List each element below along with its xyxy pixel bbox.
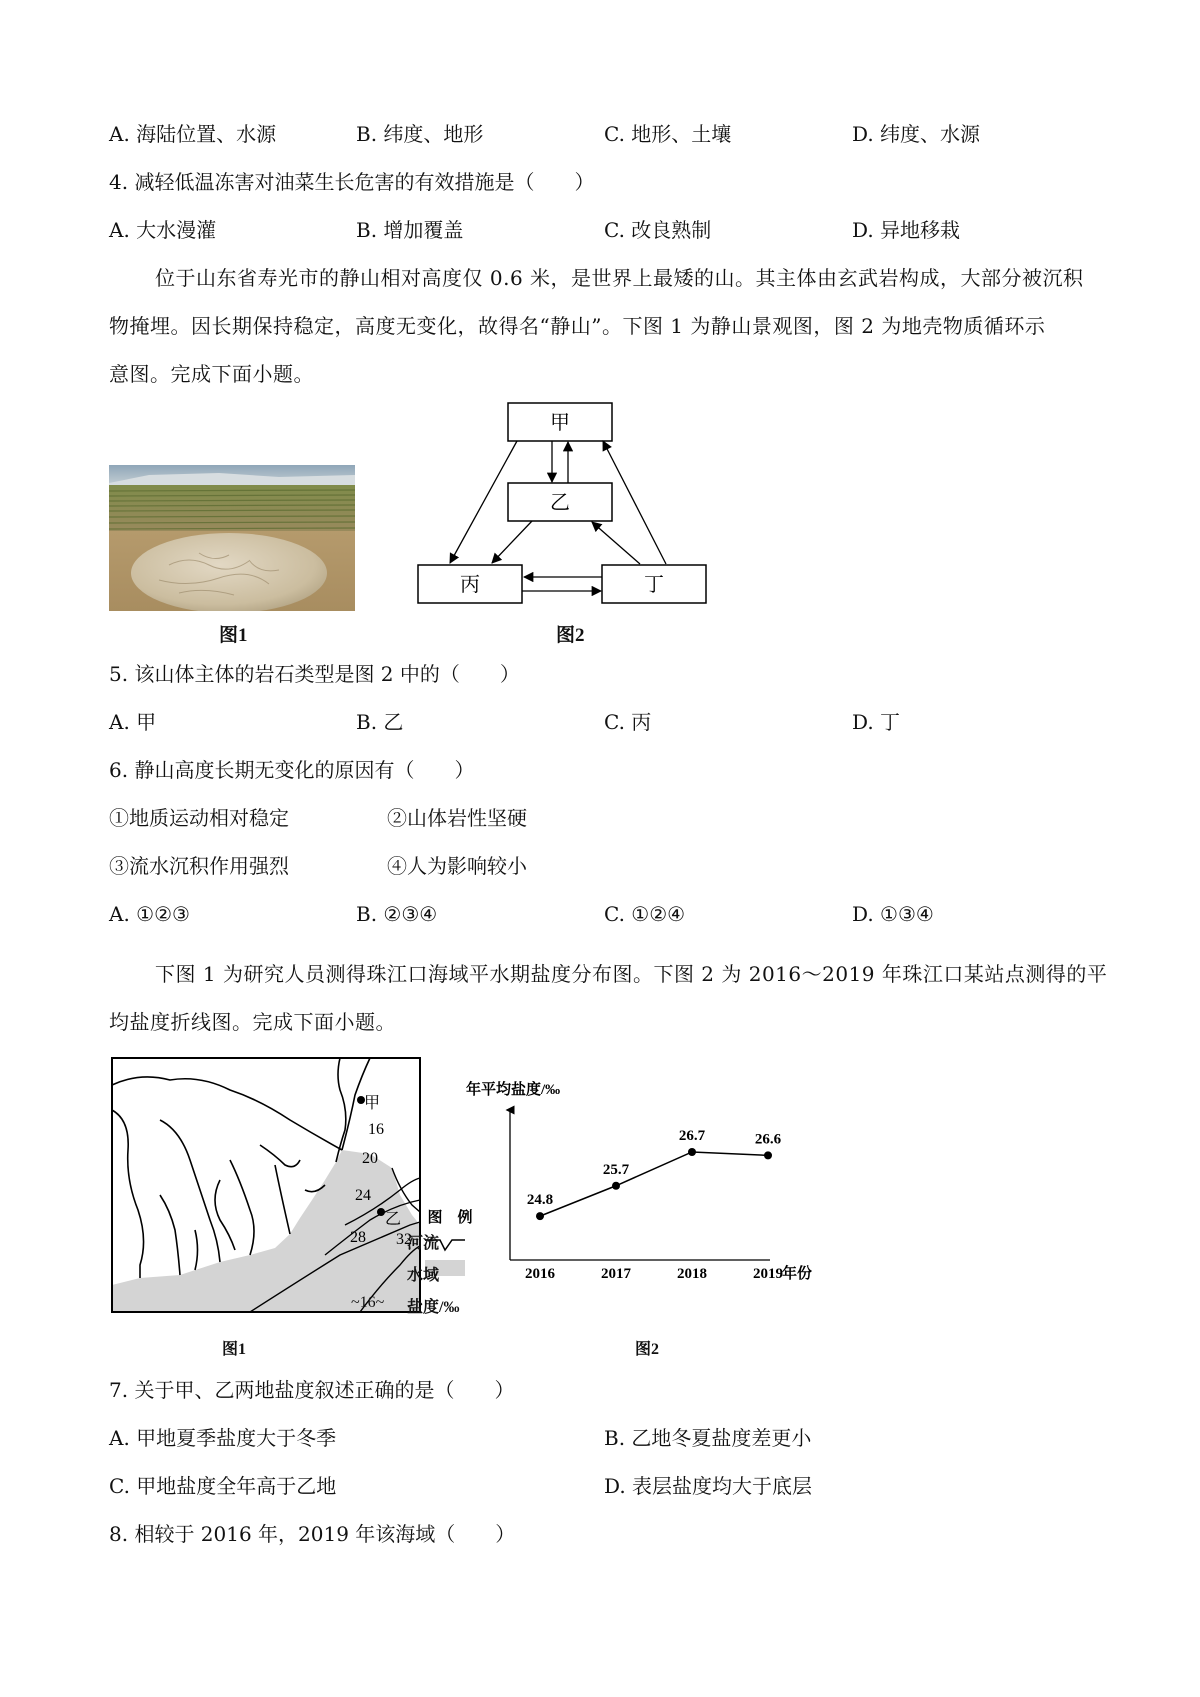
data-label: 26.6 — [754, 1131, 782, 1148]
x-tick-label: 2018 — [677, 1266, 707, 1282]
box-ding: 丁 — [644, 574, 664, 596]
option-c: C. 甲地盐度全年高于乙地 — [109, 1474, 337, 1498]
option-c: C. ①②④ — [604, 902, 686, 926]
figure-1-caption: 图1 — [219, 625, 248, 646]
data-label: 26.7 — [678, 1128, 706, 1144]
isoline-label: 24 — [355, 1187, 371, 1204]
option-c: C. 丙 — [604, 710, 652, 734]
figure-2-caption: 图2 — [556, 625, 585, 646]
chart-caption: 图2 — [635, 1341, 660, 1358]
point-yi-dot — [377, 1208, 385, 1216]
data-point — [536, 1212, 544, 1220]
option-a: A. 甲 — [109, 710, 157, 734]
question-8-stem: 8. 相较于 2016 年，2019 年该海域（ ） — [109, 1522, 516, 1546]
isoline-label: 28 — [350, 1229, 366, 1246]
option-a: A. 大水漫灌 — [109, 218, 217, 242]
statement-1: ①地质运动相对稳定 — [109, 806, 289, 830]
water-area — [112, 1150, 420, 1312]
legend-title: 图 例 — [427, 1210, 473, 1226]
option-a: A. ①②③ — [109, 902, 190, 926]
option-a: A. 海陆位置、水源 — [109, 122, 277, 146]
statement-2: ②山体岩性坚硬 — [387, 806, 527, 830]
point-yi-label: 乙 — [385, 1211, 402, 1228]
x-axis-label: 年份 — [782, 1266, 813, 1282]
data-label: 25.7 — [602, 1161, 630, 1178]
option-b: B. 增加覆盖 — [356, 218, 464, 242]
x-tick-label: 2017 — [601, 1266, 631, 1282]
passage-1-line: 物掩埋。因长期保持稳定，高度无变化，故得名“静山”。下图 1 为静山景观图，图 2 为地壳物质循环示 — [109, 314, 1046, 338]
option-b: B. 乙 — [356, 710, 404, 734]
data-point — [688, 1148, 696, 1156]
option-c: C. 地形、土壤 — [604, 122, 732, 146]
isoline-label: 32 — [396, 1231, 412, 1248]
option-d: D. 异地移栽 — [852, 218, 961, 242]
option-d: D. 纬度、水源 — [852, 122, 981, 146]
passage-1-line: 意图。完成下面小题。 — [109, 362, 314, 386]
legend-salinity-label: 盐度/‰ — [407, 1299, 460, 1316]
legend-river-label: 河流 — [407, 1235, 440, 1252]
data-label: 24.8 — [526, 1192, 554, 1209]
box-bing: 丙 — [460, 574, 480, 596]
legend-water-label: 水域 — [407, 1267, 440, 1284]
option-d: D. 表层盐度均大于底层 — [604, 1474, 813, 1498]
passage-2-line: 下图 1 为研究人员测得珠江口海域平水期盐度分布图。下图 2 为 2016～2019 年珠江口某站点测得的平 — [155, 962, 1108, 986]
question-4-stem: 4. 减轻低温冻害对油菜生长危害的有效措施是（ ） — [109, 170, 595, 194]
passage-1-line: 位于山东省寿光市的静山相对高度仅 0.6 米，是世界上最矮的山。其主体由玄武岩构成，大部分被沉积 — [155, 266, 1084, 290]
x-tick-label: 2019 — [753, 1266, 783, 1282]
jingshan-photo — [109, 465, 355, 611]
rock-cycle-diagram — [400, 395, 720, 615]
option-b: B. 乙地冬夏盐度差更小 — [604, 1426, 812, 1450]
point-jia-label: 甲 — [364, 1095, 381, 1112]
option-a: A. 甲地夏季盐度大于冬季 — [109, 1426, 337, 1450]
legend-salinity-sample: ~16~ — [351, 1294, 385, 1311]
option-d: D. 丁 — [852, 710, 901, 734]
series-line — [540, 1152, 768, 1216]
question-7-stem: 7. 关于甲、乙两地盐度叙述正确的是（ ） — [109, 1378, 515, 1402]
map-caption: 图1 — [222, 1341, 247, 1358]
box-jia: 甲 — [550, 412, 570, 434]
question-5-stem: 5. 该山体主体的岩石类型是图 2 中的（ ） — [109, 662, 520, 686]
option-b: B. 纬度、地形 — [356, 122, 484, 146]
question-6-stem: 6. 静山高度长期无变化的原因有（ ） — [109, 758, 475, 782]
isoline-label: 16 — [368, 1121, 384, 1138]
x-tick-label: 2016 — [525, 1266, 555, 1282]
salinity-line-chart — [460, 1070, 820, 1320]
statement-4: ④人为影响较小 — [387, 854, 527, 878]
statement-3: ③流水沉积作用强烈 — [109, 854, 289, 878]
option-c: C. 改良熟制 — [604, 218, 712, 242]
isoline-label: 20 — [362, 1150, 378, 1167]
data-point — [612, 1182, 620, 1190]
option-d: D. ①③④ — [852, 902, 934, 926]
option-b: B. ②③④ — [356, 902, 438, 926]
box-yi: 乙 — [550, 492, 570, 514]
passage-2-line: 均盐度折线图。完成下面小题。 — [109, 1010, 396, 1034]
y-axis-label: 年平均盐度/‰ — [466, 1082, 561, 1098]
data-point — [764, 1151, 772, 1159]
